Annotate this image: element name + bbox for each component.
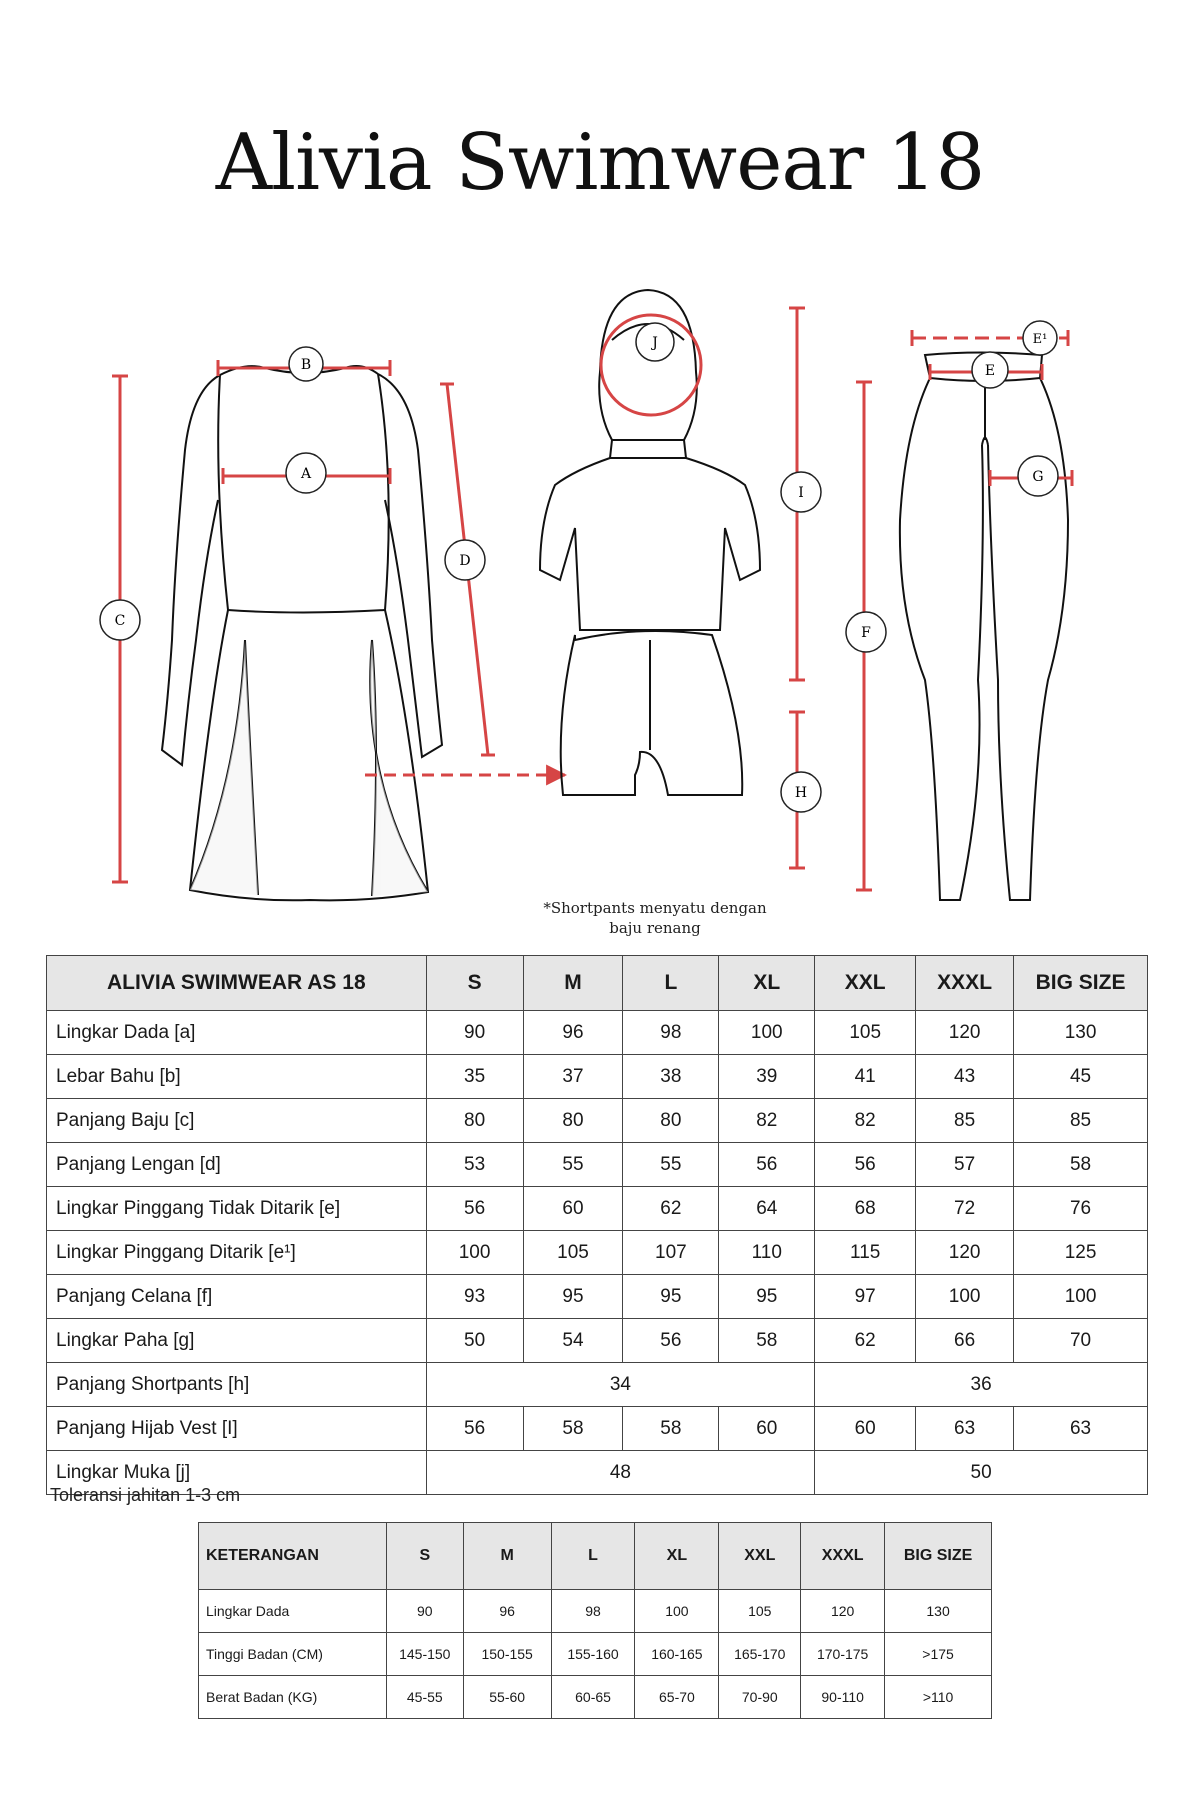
table-cell: 130 bbox=[1014, 1011, 1148, 1055]
table-cell: 105 bbox=[523, 1231, 623, 1275]
table-cell: 97 bbox=[815, 1275, 916, 1319]
marker-i bbox=[781, 472, 821, 512]
table-cell: 54 bbox=[523, 1319, 623, 1363]
table-row bbox=[47, 1231, 1148, 1275]
table-cell: 100 bbox=[719, 1011, 815, 1055]
size-table-header: XL bbox=[719, 956, 815, 1011]
table-cell: 72 bbox=[916, 1187, 1014, 1231]
table-cell: 55-60 bbox=[463, 1676, 551, 1719]
table-cell: 120 bbox=[916, 1231, 1014, 1275]
table-cell: 90 bbox=[386, 1590, 463, 1633]
table-cell: 58 bbox=[623, 1407, 719, 1451]
table-cell: 58 bbox=[719, 1319, 815, 1363]
table-cell: 60-65 bbox=[551, 1676, 635, 1719]
marker-b bbox=[289, 347, 323, 381]
row-label: Lingkar Dada [a] bbox=[47, 1011, 427, 1055]
table-cell: 96 bbox=[523, 1011, 623, 1055]
dress-fill-panels bbox=[190, 640, 428, 896]
table-cell: 70-90 bbox=[719, 1676, 801, 1719]
table-cell-merged: 48 bbox=[426, 1451, 815, 1495]
size-table-header: ALIVIA SWIMWEAR AS 18 bbox=[47, 956, 427, 1011]
table-cell-merged: 50 bbox=[815, 1451, 1148, 1495]
table-row bbox=[47, 1275, 1148, 1319]
marker-h-label: H bbox=[794, 785, 808, 801]
row-label: Lingkar Pinggang Tidak Ditarik [e] bbox=[47, 1187, 427, 1231]
table-cell: 56 bbox=[426, 1187, 523, 1231]
row-label: Lebar Bahu [b] bbox=[47, 1055, 427, 1099]
row-label: Panjang Celana [f] bbox=[47, 1275, 427, 1319]
shortpants-note-line1: *Shortpants menyatu dengan bbox=[543, 899, 767, 917]
table-cell: 60 bbox=[815, 1407, 916, 1451]
shortpants-note-line2: baju renang bbox=[609, 919, 701, 937]
table-cell: 55 bbox=[623, 1143, 719, 1187]
table-cell: 70 bbox=[1014, 1319, 1148, 1363]
table-cell-merged: 34 bbox=[426, 1363, 815, 1407]
body-table-header: S bbox=[386, 1523, 463, 1590]
row-label: Lingkar Paha [g] bbox=[47, 1319, 427, 1363]
dress-measure-lines bbox=[112, 360, 565, 882]
table-cell: 130 bbox=[885, 1590, 992, 1633]
table-cell: 56 bbox=[719, 1143, 815, 1187]
row-label: Lingkar Muka [j] bbox=[47, 1451, 427, 1495]
size-chart-table bbox=[46, 955, 1148, 1495]
table-row bbox=[47, 1319, 1148, 1363]
marker-c bbox=[100, 600, 140, 640]
table-cell: 150-155 bbox=[463, 1633, 551, 1676]
table-cell: 95 bbox=[623, 1275, 719, 1319]
marker-e-label: E bbox=[984, 363, 996, 379]
table-cell: 65-70 bbox=[635, 1676, 719, 1719]
table-cell: 58 bbox=[1014, 1143, 1148, 1187]
marker-a-label: A bbox=[300, 466, 312, 482]
row-label: Panjang Lengan [d] bbox=[47, 1143, 427, 1187]
table-cell: 64 bbox=[719, 1187, 815, 1231]
table-cell: 110 bbox=[719, 1231, 815, 1275]
table-cell: 80 bbox=[523, 1099, 623, 1143]
body-measurement-table bbox=[198, 1522, 992, 1719]
table-row bbox=[47, 1011, 1148, 1055]
shortpants-note bbox=[540, 898, 770, 938]
table-cell: 96 bbox=[463, 1590, 551, 1633]
marker-g bbox=[1018, 456, 1058, 496]
marker-g-label: G bbox=[1032, 469, 1044, 485]
size-table-header: XXL bbox=[815, 956, 916, 1011]
body-table-header: M bbox=[463, 1523, 551, 1590]
body-table-header: XL bbox=[635, 1523, 719, 1590]
body-table-header: BIG SIZE bbox=[885, 1523, 992, 1590]
table-cell: 76 bbox=[1014, 1187, 1148, 1231]
table-cell: 98 bbox=[623, 1011, 719, 1055]
page-title: Alivia Swimwear 18 bbox=[215, 118, 985, 208]
marker-d bbox=[445, 540, 485, 580]
table-cell: 56 bbox=[623, 1319, 719, 1363]
table-cell: 85 bbox=[1014, 1099, 1148, 1143]
table-cell: 100 bbox=[426, 1231, 523, 1275]
table-cell: 95 bbox=[719, 1275, 815, 1319]
table-row bbox=[199, 1590, 992, 1633]
table-cell: 115 bbox=[815, 1231, 916, 1275]
size-table-header-row bbox=[47, 956, 1148, 1011]
top-hijab-illustration bbox=[540, 290, 760, 795]
row-label: Tinggi Badan (CM) bbox=[199, 1633, 387, 1676]
table-cell: 95 bbox=[523, 1275, 623, 1319]
marker-e1-label: E¹ bbox=[1032, 332, 1048, 347]
marker-e bbox=[972, 352, 1008, 388]
table-cell: 62 bbox=[623, 1187, 719, 1231]
marker-i-label: I bbox=[798, 485, 804, 501]
dress-illustration bbox=[162, 366, 442, 900]
table-row bbox=[199, 1676, 992, 1719]
marker-j-label: J bbox=[652, 335, 658, 351]
table-cell: 80 bbox=[426, 1099, 523, 1143]
table-cell: 63 bbox=[1014, 1407, 1148, 1451]
marker-f-label: F bbox=[861, 625, 871, 641]
table-row bbox=[47, 1055, 1148, 1099]
size-table-header: L bbox=[623, 956, 719, 1011]
table-row bbox=[47, 1099, 1148, 1143]
table-cell: 68 bbox=[815, 1187, 916, 1231]
table-cell: 38 bbox=[623, 1055, 719, 1099]
table-cell: 82 bbox=[719, 1099, 815, 1143]
table-row bbox=[47, 1143, 1148, 1187]
table-row bbox=[47, 1363, 1148, 1407]
table-cell: 60 bbox=[719, 1407, 815, 1451]
table-cell: 80 bbox=[623, 1099, 719, 1143]
table-row bbox=[199, 1633, 992, 1676]
table-cell: 120 bbox=[916, 1011, 1014, 1055]
table-cell: 62 bbox=[815, 1319, 916, 1363]
leggings-illustration bbox=[900, 353, 1068, 901]
size-table-header: XXXL bbox=[916, 956, 1014, 1011]
table-cell: 93 bbox=[426, 1275, 523, 1319]
row-label: Lingkar Pinggang Ditarik [e¹] bbox=[47, 1231, 427, 1275]
table-cell: 39 bbox=[719, 1055, 815, 1099]
table-cell: 160-165 bbox=[635, 1633, 719, 1676]
table-cell: 82 bbox=[815, 1099, 916, 1143]
table-cell: 41 bbox=[815, 1055, 916, 1099]
table-cell: 98 bbox=[551, 1590, 635, 1633]
table-cell: 55 bbox=[523, 1143, 623, 1187]
leggings-measure-lines bbox=[856, 330, 1072, 890]
table-cell: 90 bbox=[426, 1011, 523, 1055]
garment-measurement-diagram bbox=[0, 280, 1200, 930]
table-cell: 58 bbox=[523, 1407, 623, 1451]
table-cell: 37 bbox=[523, 1055, 623, 1099]
marker-h bbox=[781, 772, 821, 812]
table-cell: 56 bbox=[426, 1407, 523, 1451]
table-cell: 100 bbox=[916, 1275, 1014, 1319]
table-cell: 56 bbox=[815, 1143, 916, 1187]
marker-d-label: D bbox=[459, 553, 471, 569]
table-cell: 43 bbox=[916, 1055, 1014, 1099]
table-cell: 90-110 bbox=[801, 1676, 885, 1719]
size-table-header: BIG SIZE bbox=[1014, 956, 1148, 1011]
size-table-header: M bbox=[523, 956, 623, 1011]
table-cell: 60 bbox=[523, 1187, 623, 1231]
size-table-header: S bbox=[426, 956, 523, 1011]
table-cell: 100 bbox=[635, 1590, 719, 1633]
body-table-header: L bbox=[551, 1523, 635, 1590]
marker-e1 bbox=[1023, 321, 1057, 355]
table-cell: 85 bbox=[916, 1099, 1014, 1143]
table-cell: 155-160 bbox=[551, 1633, 635, 1676]
table-cell: >175 bbox=[885, 1633, 992, 1676]
body-table-header: XXL bbox=[719, 1523, 801, 1590]
body-table-header-row bbox=[199, 1523, 992, 1590]
table-cell: 120 bbox=[801, 1590, 885, 1633]
table-cell: 100 bbox=[1014, 1275, 1148, 1319]
marker-j bbox=[636, 323, 674, 361]
table-cell: 170-175 bbox=[801, 1633, 885, 1676]
table-cell: 125 bbox=[1014, 1231, 1148, 1275]
table-cell: 63 bbox=[916, 1407, 1014, 1451]
top-measure-lines bbox=[601, 308, 808, 868]
row-label: Panjang Shortpants [h] bbox=[47, 1363, 427, 1407]
row-label: Panjang Hijab Vest [I] bbox=[47, 1407, 427, 1451]
table-cell: 45-55 bbox=[386, 1676, 463, 1719]
table-cell: 145-150 bbox=[386, 1633, 463, 1676]
row-label: Panjang Baju [c] bbox=[47, 1099, 427, 1143]
tolerance-note: Toleransi jahitan 1-3 cm bbox=[50, 1485, 241, 1505]
marker-b-label: B bbox=[300, 357, 312, 373]
table-cell: 35 bbox=[426, 1055, 523, 1099]
table-cell: >110 bbox=[885, 1676, 992, 1719]
body-table-header: XXXL bbox=[801, 1523, 885, 1590]
table-cell: 105 bbox=[719, 1590, 801, 1633]
row-label: Berat Badan (KG) bbox=[199, 1676, 387, 1719]
table-cell: 165-170 bbox=[719, 1633, 801, 1676]
table-row bbox=[47, 1187, 1148, 1231]
table-cell: 57 bbox=[916, 1143, 1014, 1187]
table-cell: 66 bbox=[916, 1319, 1014, 1363]
row-label: Lingkar Dada bbox=[199, 1590, 387, 1633]
table-cell: 53 bbox=[426, 1143, 523, 1187]
table-row bbox=[47, 1407, 1148, 1451]
marker-a bbox=[286, 453, 326, 493]
table-cell: 45 bbox=[1014, 1055, 1148, 1099]
marker-f bbox=[846, 612, 886, 652]
table-cell: 105 bbox=[815, 1011, 916, 1055]
table-cell: 107 bbox=[623, 1231, 719, 1275]
marker-c-label: C bbox=[114, 613, 126, 629]
table-cell: 50 bbox=[426, 1319, 523, 1363]
table-cell-merged: 36 bbox=[815, 1363, 1148, 1407]
body-table-header: KETERANGAN bbox=[199, 1523, 387, 1590]
